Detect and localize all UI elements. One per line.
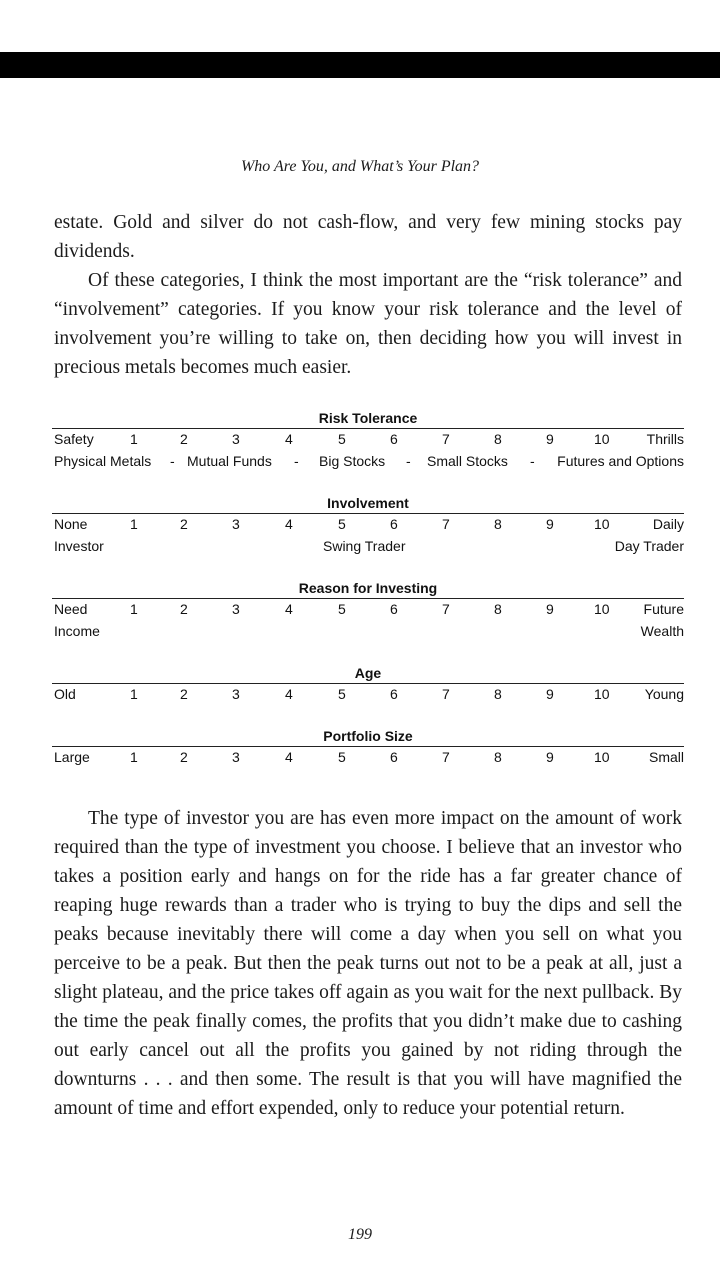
- page-number: 199: [348, 1226, 372, 1243]
- scale-right-label: Future: [643, 601, 684, 617]
- scale-reason-for-investing: [52, 578, 684, 643]
- scale-number: 8: [494, 686, 502, 702]
- scale-number: 6: [390, 601, 398, 617]
- scale-number-row: [52, 429, 684, 451]
- scale-left-label: None: [54, 516, 88, 532]
- scale-number: 5: [338, 601, 346, 617]
- scale-left-label: Safety: [54, 431, 94, 447]
- scale-right-label: Thrills: [646, 431, 684, 447]
- scale-number: 1: [130, 431, 138, 447]
- scale-portfolio-size: [52, 726, 684, 769]
- scale-right-label: Young: [644, 686, 684, 702]
- scale-number: 9: [546, 686, 554, 702]
- scale-number-row: [52, 684, 684, 706]
- scale-number: 10: [594, 516, 610, 532]
- scale-number: 4: [285, 749, 293, 765]
- scale-number: 9: [546, 516, 554, 532]
- scale-number: 9: [546, 431, 554, 447]
- scale-number: 1: [130, 686, 138, 702]
- scale-number: 4: [285, 431, 293, 447]
- scale-title: Portfolio Size: [323, 728, 413, 744]
- sub-label-investor: Investor: [54, 538, 104, 554]
- scale-number: 1: [130, 601, 138, 617]
- scale-number-row: [52, 514, 684, 536]
- scale-number: 6: [390, 749, 398, 765]
- scale-number: 9: [546, 749, 554, 765]
- scale-number: 10: [594, 749, 610, 765]
- scale-number: 7: [442, 516, 450, 532]
- scale-involvement: [52, 493, 684, 558]
- sub-label-mutual-funds: Mutual Funds: [187, 453, 272, 469]
- scale-number: 7: [442, 601, 450, 617]
- scale-sub-row: [52, 621, 684, 643]
- scale-sub-row: [52, 536, 684, 558]
- scale-sub-row: [52, 451, 684, 473]
- scale-number: 8: [494, 516, 502, 532]
- scale-number: 8: [494, 601, 502, 617]
- scale-number: 5: [338, 431, 346, 447]
- scale-number: 4: [285, 601, 293, 617]
- scale-number-row: [52, 747, 684, 769]
- scale-number: 10: [594, 431, 610, 447]
- scale-number: 5: [338, 686, 346, 702]
- closing-paragraph: The type of investor you are has even more impact on the amount of work required than the type of investment you choose. I believe that an investor who takes a position early and hangs on for the ride has a far greater chance of reaping huge rewards than a trader who is trying to buy the dips and sell the peaks because inevitably there will come a day when you sell on what you perceive to be a peak. But then the peak turns out not to be a peak at all, just a slight plateau, and the price takes off again as you wait for the next pullback. By the time the peak finally comes, the profits that you didn’t make due to cashing out early cancel out all the profits you gained by not riding through the downturns . . . and then some. The result is that you will have magnified the amount of time and effort expended, only to reduce your potential return.: [54, 808, 682, 1119]
- running-header: Who Are You, and What’s Your Plan?: [240, 158, 480, 175]
- scale-number: 9: [546, 601, 554, 617]
- scale-age: [52, 663, 684, 706]
- scale-left-label: Large: [54, 749, 90, 765]
- scale-number: 4: [285, 686, 293, 702]
- scale-number: 2: [180, 686, 188, 702]
- scale-right-label: Daily: [652, 516, 684, 532]
- scale-number: 6: [390, 431, 398, 447]
- sub-label-big-stocks: Big Stocks: [319, 453, 386, 469]
- scale-number: 10: [594, 601, 610, 617]
- intro-paragraph-2: Of these categories, I think the most important are the “risk tolerance” and “involvement” categories. If you know your risk tolerance and the level of involvement you’re willing to take on, then deciding how you will invest in precious metals becomes much easier.: [54, 270, 682, 378]
- sub-label-day-trader: Day Trader: [614, 538, 684, 554]
- scale-number: 6: [390, 686, 398, 702]
- scale-number: 2: [180, 431, 188, 447]
- sub-dash: -: [170, 453, 175, 469]
- sub-label-wealth: Wealth: [640, 623, 684, 639]
- sub-label-small-stocks: Small Stocks: [427, 453, 508, 469]
- scale-number: 8: [494, 749, 502, 765]
- scale-number: 3: [232, 749, 240, 765]
- scale-number: 2: [180, 749, 188, 765]
- scale-number: 4: [285, 516, 293, 532]
- top-black-bar: [0, 52, 720, 78]
- scale-number: 1: [130, 749, 138, 765]
- scale-number: 2: [180, 516, 188, 532]
- scales-table: [52, 408, 684, 769]
- sub-label-income: Income: [54, 623, 100, 639]
- scale-number: 7: [442, 431, 450, 447]
- scale-number: 5: [338, 516, 346, 532]
- scale-number: 2: [180, 601, 188, 617]
- sub-label-swing-trader: Swing Trader: [323, 538, 406, 554]
- scale-number: 3: [232, 686, 240, 702]
- scale-number: 3: [232, 601, 240, 617]
- scale-number: 8: [494, 431, 502, 447]
- sub-label-futures-options: Futures and Options: [557, 453, 684, 469]
- scale-right-label: Small: [648, 749, 684, 765]
- scale-title: Age: [354, 665, 382, 681]
- sub-label-physical-metals: Physical Metals: [54, 453, 152, 469]
- intro-paragraph-1: estate. Gold and silver do not cash-flow, and very few mining stocks pay dividends.: [54, 212, 682, 262]
- scale-number: 3: [232, 516, 240, 532]
- sub-dash: -: [406, 453, 411, 469]
- scale-number: 3: [232, 431, 240, 447]
- scale-number: 6: [390, 516, 398, 532]
- scale-left-label: Old: [54, 686, 76, 702]
- scale-title: Involvement: [327, 495, 409, 511]
- scale-number-row: [52, 599, 684, 621]
- scale-title: Reason for Investing: [298, 580, 438, 596]
- scale-number: 5: [338, 749, 346, 765]
- scale-risk-tolerance: [52, 408, 684, 473]
- scale-number: 7: [442, 749, 450, 765]
- scale-number: 1: [130, 516, 138, 532]
- scale-number: 10: [594, 686, 610, 702]
- scale-left-label: Need: [54, 601, 88, 617]
- sub-dash: -: [530, 453, 535, 469]
- sub-dash: -: [294, 453, 299, 469]
- scale-number: 7: [442, 686, 450, 702]
- scale-title: Risk Tolerance: [318, 410, 418, 426]
